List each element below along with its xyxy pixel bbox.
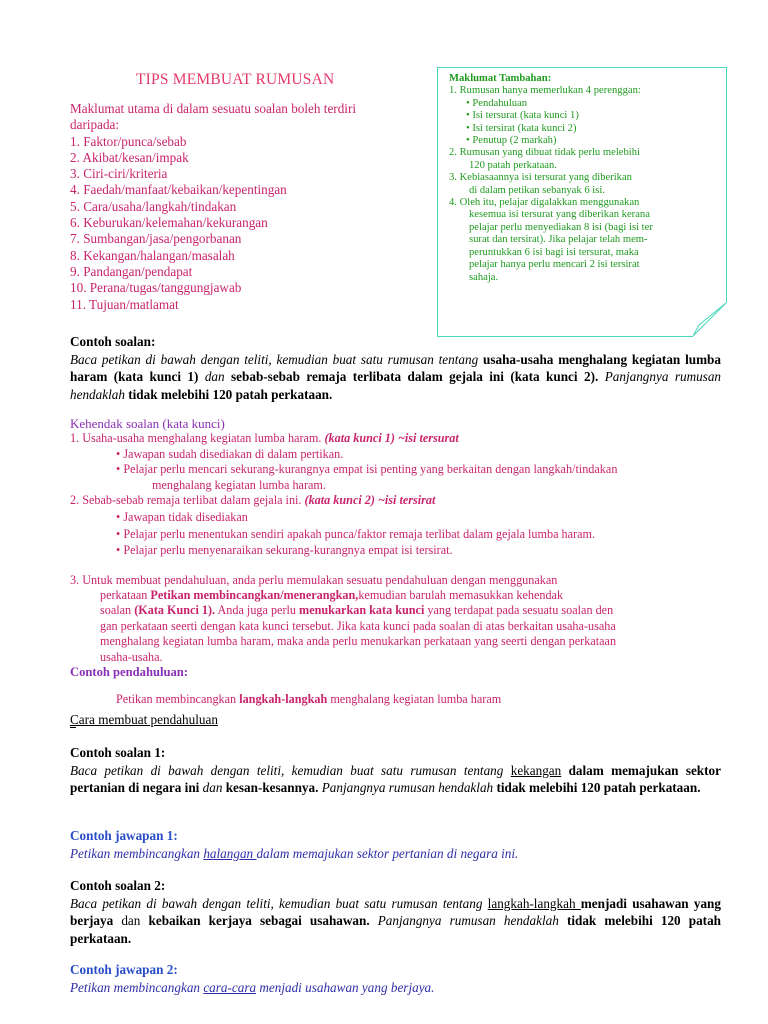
cut-text: menghalang kegiatan lumba haram [327,694,502,706]
answer-1-text [70,845,721,863]
keyword-2: sebab-sebab remaja terlibata dalam gejala ini (kata kunci 2). [231,369,599,385]
q-phrase: kebaikan kerjaya sebagai usahawan. [148,913,370,929]
q-keyword: langkah-langkah [487,895,581,911]
section-heading: Cara membuat pendahuluan [70,712,218,727]
divider [70,727,76,728]
requirements-section [70,416,730,681]
note-line: 2. Rumusan yang dibuat tidak perlu melebihi [449,147,640,159]
page-title: TIPS MEMBUAT RUMUSAN [136,71,335,88]
requirement-3: 3. Untuk membuat pendahuluan, anda perlu memulakan sesuatu pendahuluan dengan menggunakan [70,572,558,587]
cut-text: Petikan membincangkan [116,694,240,706]
a-text: Petikan membincangkan [70,979,204,995]
question-text: Baca petikan di bawah dengan teliti, kemudian buat satu rumusan tentang [70,351,484,367]
note-content [449,73,711,284]
p3-text: perkataan [100,588,151,603]
note-line: di dalam petikan sebanyak 6 isi. [469,184,605,196]
a-keyword: cara-cara [203,979,257,995]
answer-1-block [70,827,721,862]
p3-text: soalan [100,603,135,618]
requirement-text: 2. Sebab-sebab remaja terlibat dalam gejala ini. [70,493,305,508]
p3-text: gan perkataan seerti dengan kata kunci tersebut. Jika kata kunci pada soalan di atas berkaitan usaha-usaha [100,618,616,633]
note-line: 1. Rumusan hanya memerlukan 4 perenggan: [449,85,641,97]
bullet-item-continued: menghalang kegiatan lumba haram. [152,477,326,492]
intro-line: 1. Faktor/punca/sebab [70,133,187,149]
note-line: 4. Oleh itu, pelajar digalakkan menggunakan [449,197,640,209]
p3-phrase: menukarkan kata kunci [299,603,425,618]
question-1-block [70,744,721,797]
intro-line: 6. Keburukan/kelemahan/kekurangan [70,215,268,231]
intro-line: daripada: [70,117,120,133]
requirements-heading: Kehendak soalan (kata kunci) [70,416,225,431]
example-question-text [70,351,721,404]
q-limit: tidak melebihi 120 patah perkataan. [496,780,701,796]
requirement-1 [70,431,730,446]
question-text: Panjangnya rumusan hendaklah [70,369,722,402]
intro-line: 4. Faedah/manfaat/kebaikan/kepentingan [70,182,287,198]
folded-corner-icon [693,303,727,337]
intro-line: Maklumat utama di dalam sesuatu soalan boleh terdiri [70,101,357,116]
intro-line: 11. Tujuan/matlamat [70,296,179,312]
note-line: surat dan tersirat). Jika pelajar telah mem- [469,234,648,246]
p3-text: Anda juga perlu [215,603,300,618]
answer-2-block [70,961,721,996]
example-question-section [70,333,721,403]
requirement-text: 1. Usaha-usaha menghalang kegiatan lumba haram. [70,431,325,446]
a-text: dalam memajukan sektor pertanian di negara ini. [256,845,519,861]
note-bullet: • Isi tersirat (kata kunci 2) [466,122,577,134]
requirement-2 [70,493,730,508]
a-keyword: halangan [203,845,257,861]
how-to-intro-heading-block [70,711,721,729]
q-phrase: menjadi usahawan yang berjaya [70,895,721,929]
q-text: dan [199,780,226,796]
keyword-tag: (kata kunci 1) ~isi tersurat [324,431,459,446]
note-bullet: • Isi tersurat (kata kunci 1) [466,110,579,122]
intro-line: 7. Sumbangan/jasa/pengorbanan [70,231,242,247]
intro-line: 2. Akibat/kesan/impak [70,149,189,165]
answer-2-heading: Contoh jawapan 2: [70,962,178,977]
keyword-tag: (kata kunci 2) ~isi tersirat [304,493,436,508]
p3-text: usaha-usaha. [100,649,163,664]
keyword-1: usaha-usaha menghalang kegiatan lumba haram (kata kunci 1) [70,351,721,385]
intro-line: 8. Kekangan/halangan/masalah [70,247,235,263]
question-text: dan [198,369,232,385]
note-bullet: • Pendahuluan [466,97,528,109]
p3-text: kemudian barulah memasukkan kehendak [358,588,564,603]
intro-line: 3. Ciri-ciri/kriteria [70,166,168,182]
question-1-heading: Contoh soalan 1: [70,745,166,760]
bullet-item: • Jawapan sudah disediakan di dalam pertikan. [116,446,344,461]
note-line: peruntukkan 6 isi bagi isi tersurat, maka [469,246,639,258]
intro-line: 9. Pandangan/pendapat [70,263,193,279]
word-limit: tidak melebihi 120 patah perkataan. [128,386,333,402]
intro-line: 5. Cara/usaha/langkah/tindakan [70,198,237,214]
bullet-item: • Jawapan tidak disediakan [116,510,248,525]
q-text: Baca petikan di bawah dengan teliti, kemudian buat satu rumusan tentang [70,895,488,911]
p3-phrase: (Kata Kunci 1). [134,603,216,618]
note-bullet: • Penutup (2 markah) [466,135,557,147]
q-text: Baca petikan di bawah dengan teliti, kemudian buat satu rumusan tentang [70,762,511,778]
note-line: sahaja. [469,271,499,283]
q-phrase: dalam memajukan sektor pertanian di negara ini [70,762,721,796]
note-line: 3. Kebiasaannya isi tersurat yang diberikan [449,172,632,184]
bullet-item: • Pelajar perlu menentukan sendiri apakah punca/faktor remaja terlibat dalam gejala lumba haram. [116,526,596,541]
q-keyword: kekangan [510,762,562,778]
q-phrase: kesan-kesannya. [225,780,319,796]
question-2-text [70,895,721,948]
q-text: Panjangnya rumusan hendaklah [369,913,567,929]
a-text: Petikan membincangkan [70,845,204,861]
question-1-text [70,762,721,797]
p3-text: yang terdapat pada sesuatu soalan den [424,603,614,618]
note-heading: Maklumat Tambahan: [449,73,552,84]
q-text: Panjangnya rumusan hendaklah [318,780,497,796]
note-line: kesemua isi tersurat yang diberikan kerana [469,209,650,221]
intro-list [70,101,420,313]
note-line: 120 patah perkataan. [469,159,557,171]
cut-off-example-line [116,694,636,706]
question-2-heading: Contoh soalan 2: [70,878,166,893]
note-line: pelajar perlu menyediakan 8 isi (bagi isi ter [469,221,653,233]
intro-line: 10. Perana/tugas/tanggungjawab [70,280,242,296]
answer-1-heading: Contoh jawapan 1: [70,828,178,843]
q-text: dan [113,913,149,929]
answer-2-text [70,979,721,997]
p3-phrase: Petikan membincangkan/menerangkan, [150,588,359,603]
note-line: pelajar hanya perlu mencari 2 isi tersirat [469,259,640,271]
example-question-heading: Contoh soalan: [70,334,156,349]
question-2-block [70,877,721,947]
example-intro-heading: Contoh pendahuluan: [70,665,188,680]
bullet-item: • Pelajar perlu mencari sekurang-kurangnya empat isi penting yang berkaitan dengan langkah/tindakan [116,462,618,477]
a-text: menjadi usahawan yang berjaya. [256,979,435,995]
p3-text: menghalang kegiatan lumba haram, maka anda perlu menukarkan perkataan yang seerti dengan perkataan [100,634,617,649]
bullet-item: • Pelajar perlu menyenaraikan sekurang-kurangnya empat isi tersirat. [116,543,453,558]
q-limit: tidak melebihi 120 patah perkataan. [70,913,721,946]
cut-phrase: langkah-langkah [239,694,328,706]
